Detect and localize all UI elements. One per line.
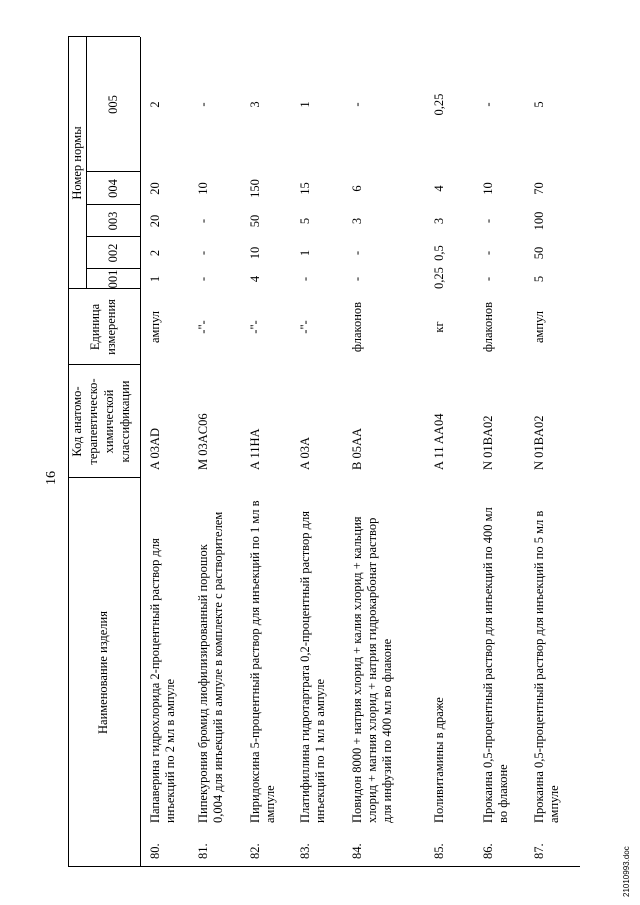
row-number: 85. xyxy=(432,843,446,859)
header-unit-line: Единица xyxy=(88,303,102,351)
header-norm-number: 004 xyxy=(106,179,120,198)
row-norm-value: 50 xyxy=(532,246,546,260)
row-code: N 01BA02 xyxy=(481,415,495,470)
header-code-line: классификации xyxy=(118,380,132,463)
row-norm-value: - xyxy=(481,276,495,282)
footer-filename: 21010993.doc xyxy=(622,846,631,897)
row-norm-value: 0,25 xyxy=(432,267,446,289)
row-norm-value: 10 xyxy=(196,182,210,195)
row-norm-value: 0,25 xyxy=(432,93,446,116)
row-norm-value: - xyxy=(350,250,364,256)
row-number: 80. xyxy=(148,843,162,859)
row-norm-value: - xyxy=(196,102,210,107)
row-name-line: ампуле xyxy=(547,785,561,823)
row-unit: флаконов xyxy=(350,301,364,353)
row-norm-value: - xyxy=(196,250,210,256)
row-name-line: Папаверина гидрохлорида 2-процентный раствор для xyxy=(148,538,162,823)
row-norm-value: - xyxy=(481,102,495,107)
row-name-line: ампуле xyxy=(263,785,277,823)
row-code: A 11HA xyxy=(248,428,262,470)
row-norm-value: 2 xyxy=(148,249,162,257)
row-norm-value: 5 xyxy=(298,217,312,225)
header-bottom-border xyxy=(140,37,141,867)
row-code: M 03AC06 xyxy=(196,413,210,470)
row-norm-value: 20 xyxy=(148,182,162,195)
row-norm-value: 10 xyxy=(481,182,495,195)
table-left-border xyxy=(68,866,580,867)
page-number: 16 xyxy=(44,471,59,485)
row-norm-value: 10 xyxy=(248,246,262,260)
row-norm-value: - xyxy=(196,276,210,282)
row-norm-value: - xyxy=(350,276,364,282)
row-unit: -"- xyxy=(196,320,210,334)
row-norm-value: 4 xyxy=(432,185,446,192)
header-norm-number: 002 xyxy=(106,243,120,263)
row-name-line: Прокаина 0,5-процентный раствор для инъекций по 400 мл xyxy=(481,507,495,823)
row-norm-value: 4 xyxy=(248,275,262,283)
row-norm-value: 6 xyxy=(350,185,364,192)
row-unit: ампул xyxy=(148,310,162,344)
table-top-border xyxy=(68,37,69,867)
row-norm-value: - xyxy=(481,250,495,256)
row-name-line: хлорид + магния хлорид + натрия гидрокарбонат раствор xyxy=(365,517,379,823)
row-number: 81. xyxy=(196,843,210,859)
row-name-line: инъекций по 1 мл в ампуле xyxy=(313,678,327,823)
row-name-line: Пиридоксина 5-процентный раствор для инъекций по 1 мл в xyxy=(248,500,262,823)
header-code-line: Код анатомо- xyxy=(70,386,84,457)
row-norm-value: 20 xyxy=(148,214,162,228)
row-name-line: Платифиллина гидротартрата 0,2-процентный раствор для xyxy=(298,511,312,823)
row-unit: кг xyxy=(432,321,446,333)
row-unit: -"- xyxy=(248,320,262,334)
row-code: A 11 AA04 xyxy=(432,413,446,470)
row-number: 83. xyxy=(298,843,312,859)
row-name-line: Повидон 8000 + натрия хлорид + калия хлорид + кальция xyxy=(350,516,364,823)
row-norm-value: 1 xyxy=(298,101,312,108)
row-number: 87. xyxy=(532,843,546,859)
norm-subheader-line xyxy=(86,37,87,289)
row-code: A 03AD xyxy=(148,427,162,470)
header-norm-group: Номер нормы xyxy=(70,126,84,200)
row-unit: ампул xyxy=(532,310,546,344)
row-name-line: во флаконе xyxy=(496,764,510,823)
row-code: B 05AA xyxy=(350,427,364,470)
header-norm-number: 003 xyxy=(106,211,120,231)
row-norm-value: 100 xyxy=(532,211,546,231)
row-norm-value: 0,5 xyxy=(432,245,446,261)
header-unit-line: измерения xyxy=(104,299,118,355)
row-norm-value: 5 xyxy=(532,101,546,108)
row-name-line: Поливитамины в драже xyxy=(432,697,446,823)
row-name-line: Прокаина 0,5-процентный раствор для инъекций по 5 мл в xyxy=(532,510,546,823)
row-norm-value: 15 xyxy=(298,182,312,195)
row-number: 82. xyxy=(248,843,262,859)
row-norm-value: 150 xyxy=(248,179,262,198)
header-code-line: терапевтическо- xyxy=(86,378,100,465)
row-norm-value: 3 xyxy=(432,217,446,225)
row-norm-value: 1 xyxy=(298,249,312,257)
row-norm-value: 50 xyxy=(248,214,262,228)
row-code: A 03A xyxy=(298,437,312,470)
row-number: 84. xyxy=(350,843,364,859)
row-norm-value: 2 xyxy=(148,101,162,108)
row-norm-value: 3 xyxy=(350,217,364,225)
header-name: Наименование изделия xyxy=(96,611,110,734)
row-norm-value: 1 xyxy=(148,275,162,283)
header-norm-number: 001 xyxy=(106,269,120,289)
header-code-line: химической xyxy=(102,389,116,454)
row-norm-value: 70 xyxy=(532,182,546,195)
row-unit: флаконов xyxy=(481,301,495,353)
row-norm-value: - xyxy=(350,102,364,107)
row-norm-value: - xyxy=(196,218,210,224)
row-number: 86. xyxy=(481,843,495,859)
row-name-line: инъекций по 2 мл в ампуле xyxy=(163,678,177,823)
row-norm-value: - xyxy=(298,276,312,282)
row-norm-value: 5 xyxy=(532,275,546,283)
row-name-line: 0,004 для инъекций в ампуле в комплекте с растворителем xyxy=(211,511,225,823)
row-name-line: для инфузий по 400 мл во флаконе xyxy=(380,638,394,823)
row-norm-value: 3 xyxy=(248,101,262,108)
row-name-line: Пипекурония бромид лиофилизированный порошок xyxy=(196,544,210,823)
row-code: N 01BA02 xyxy=(532,415,546,470)
row-norm-value: - xyxy=(481,218,495,224)
header-norm-number: 005 xyxy=(106,95,120,114)
row-unit: -"- xyxy=(298,320,312,334)
